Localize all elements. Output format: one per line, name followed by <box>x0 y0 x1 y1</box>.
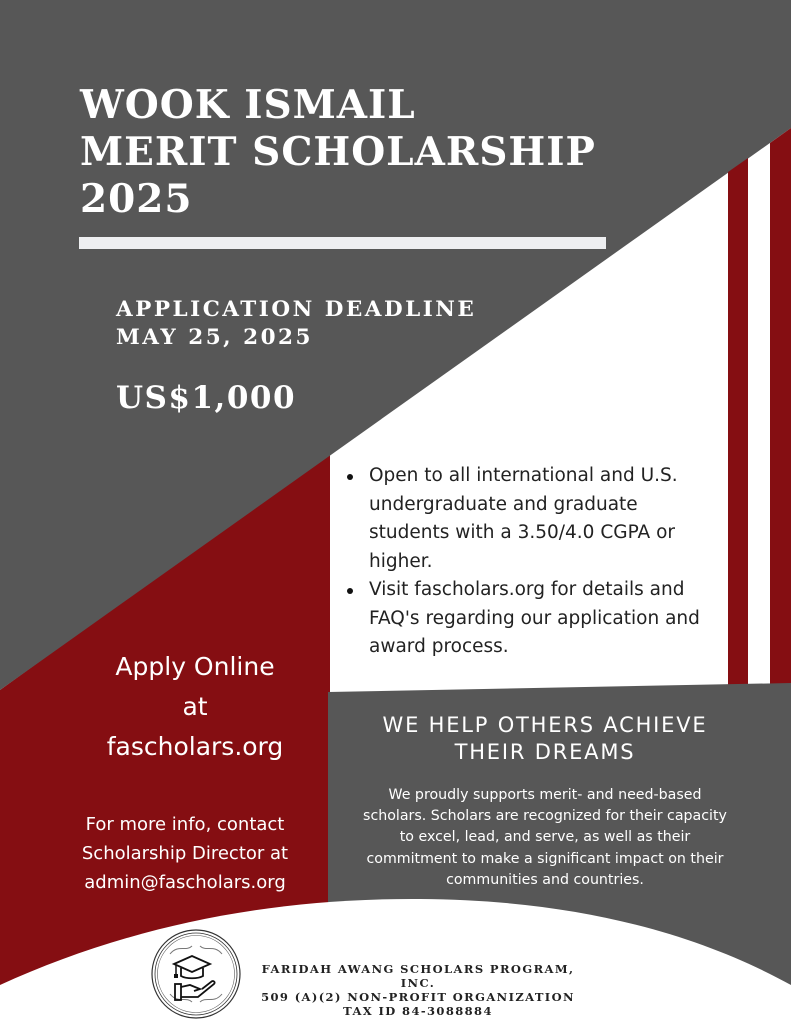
tax-id: TAX ID 84-3088884 <box>343 1004 493 1018</box>
apply-line-2: at <box>182 692 208 721</box>
eligibility-list <box>344 462 714 662</box>
tagline-line-2: THEIR DREAMS <box>454 740 636 764</box>
stripe-1 <box>728 158 748 685</box>
organization-info <box>248 962 588 1018</box>
title-line-3: 2025 <box>80 176 193 222</box>
stripe-2 <box>770 128 791 684</box>
apply-online-block <box>60 647 330 767</box>
list-item <box>344 462 714 576</box>
contact-line-2: Scholarship Director at <box>81 843 289 864</box>
scholarship-title <box>80 82 596 223</box>
tagline-line-1: WE HELP OTHERS ACHIEVE <box>382 713 708 737</box>
award-amount: US$1,000 <box>116 380 297 416</box>
graduation-cap-hand-icon <box>150 928 242 1020</box>
bullet-text: Visit fascholars.org for details and FAQ's regarding our application and award process. <box>369 579 700 657</box>
deadline-date: MAY 25, 2025 <box>116 325 313 350</box>
contact-block <box>50 810 320 897</box>
title-line-2: MERIT SCHOLARSHIP <box>80 129 596 175</box>
org-name: FARIDAH AWANG SCHOLARS PROGRAM, INC. <box>261 962 575 990</box>
contact-line-1: For more info, contact <box>85 814 285 835</box>
contact-email-link[interactable]: admin@fascholars.org <box>84 872 286 893</box>
list-item <box>344 576 714 662</box>
mission-body: We proudly supports merit- and need-based scholars. Scholars are recognized for their capacity to excel, lead, and serve, as well as their commitment to make a significant impact on their communities and countries. <box>363 787 727 888</box>
bullet-icon <box>347 588 353 594</box>
mission-tagline <box>345 712 745 766</box>
apply-line-1: Apply Online <box>115 652 275 681</box>
bullet-icon <box>347 474 353 480</box>
title-underline <box>79 237 606 249</box>
title-line-1: WOOK ISMAIL <box>80 82 416 128</box>
deadline-label: APPLICATION DEADLINE <box>116 297 477 322</box>
deadline-block <box>116 296 476 352</box>
org-type: 509 (A)(2) NON-PROFIT ORGANIZATION <box>261 990 575 1004</box>
bullet-text: Open to all international and U.S. undergraduate and graduate students with a 3.50/4.0 CGPA or higher. <box>369 465 678 572</box>
apply-website-link[interactable]: fascholars.org <box>106 732 284 761</box>
